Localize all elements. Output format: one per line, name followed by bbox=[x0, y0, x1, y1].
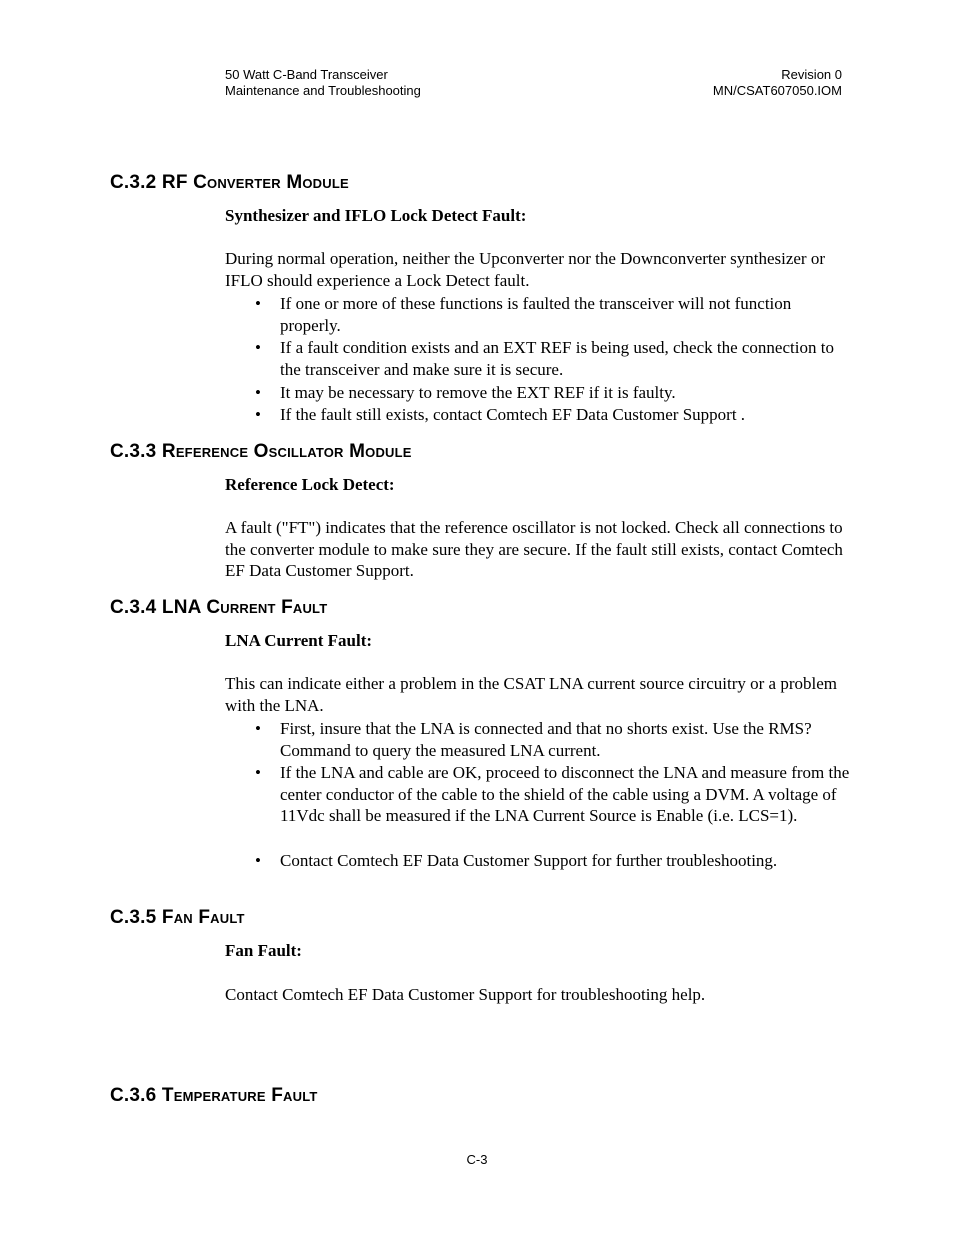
list-item bbox=[252, 293, 852, 336]
list-item bbox=[252, 404, 852, 426]
section-heading-c36: C.3.6 Temperature Fault bbox=[110, 1085, 318, 1106]
list-item bbox=[252, 382, 852, 404]
list-item-text: If a fault condition exists and an EXT REF is being used, check the connection to the transceiver and make sure it is secure. bbox=[280, 338, 834, 379]
subheading-fan-fault: Fan Fault: bbox=[225, 941, 302, 960]
list-item-text: It may be necessary to remove the EXT REF if it is faulty. bbox=[280, 383, 676, 402]
section-heading-c35: C.3.5 Fan Fault bbox=[110, 907, 245, 928]
bullet-icon: • bbox=[255, 383, 261, 402]
list-item bbox=[252, 850, 852, 872]
header-chapter-title: Maintenance and Troubleshooting bbox=[225, 83, 421, 98]
list-item-text: If one or more of these functions is faulted the transceiver will not function properly. bbox=[280, 294, 792, 335]
running-header-left bbox=[225, 67, 421, 99]
bullet-icon: • bbox=[255, 405, 261, 424]
list-item bbox=[252, 337, 852, 380]
subheading-synth-lock-fault: Synthesizer and IFLO Lock Detect Fault: bbox=[225, 206, 527, 225]
list-item-text: If the fault still exists, contact Comtech EF Data Customer Support . bbox=[280, 405, 746, 424]
paragraph-c34: This can indicate either a problem in the CSAT LNA current source circuitry or a problem with the LNA. bbox=[225, 674, 837, 715]
bullet-icon: • bbox=[255, 851, 261, 870]
bullet-icon: • bbox=[255, 294, 261, 313]
list-item bbox=[252, 718, 852, 761]
bullet-icon: • bbox=[255, 763, 261, 782]
header-doc-number: MN/CSAT607050.IOM bbox=[712, 83, 842, 98]
section-heading-c33: C.3.3 Reference Oscillator Module bbox=[110, 441, 412, 462]
section-heading-c32: C.3.2 RF Converter Module bbox=[110, 172, 349, 193]
paragraph-c33: A fault ("FT") indicates that the reference oscillator is not locked. Check all connections to the converter module to make sure they are secure. If the fault still exists, contact Comtech EF Data Customer Support. bbox=[225, 518, 843, 581]
bullet-icon: • bbox=[255, 719, 261, 738]
list-item-text: Contact Comtech EF Data Customer Support for further troubleshooting. bbox=[280, 851, 778, 870]
list-item-text: First, insure that the LNA is connected and that no shorts exist. Use the RMS? Command to query the measured LNA current. bbox=[280, 719, 812, 760]
running-header-right bbox=[713, 67, 842, 99]
paragraph-c35: Contact Comtech EF Data Customer Support for troubleshooting help. bbox=[225, 985, 706, 1004]
page-number: C-3 bbox=[466, 1152, 488, 1167]
header-revision: Revision 0 bbox=[781, 67, 842, 82]
header-doc-title: 50 Watt C-Band Transceiver bbox=[225, 67, 388, 82]
subheading-reference-lock-detect: Reference Lock Detect: bbox=[225, 475, 395, 494]
list-item-text: If the LNA and cable are OK, proceed to disconnect the LNA and measure from the center conductor of the cable to the shield of the cable using a DVM. A voltage of 11Vdc shall be measured if the LNA Current Source is Enable (i.e. LCS=1). bbox=[280, 763, 850, 826]
paragraph-c32: During normal operation, neither the Upconverter nor the Downconverter synthesizer or IFLO should experience a Lock Detect fault. bbox=[225, 249, 825, 290]
subheading-lna-current-fault: LNA Current Fault: bbox=[225, 631, 373, 650]
section-heading-c34: C.3.4 LNA Current Fault bbox=[110, 597, 328, 618]
bullet-icon: • bbox=[255, 338, 261, 357]
list-item bbox=[252, 762, 852, 827]
